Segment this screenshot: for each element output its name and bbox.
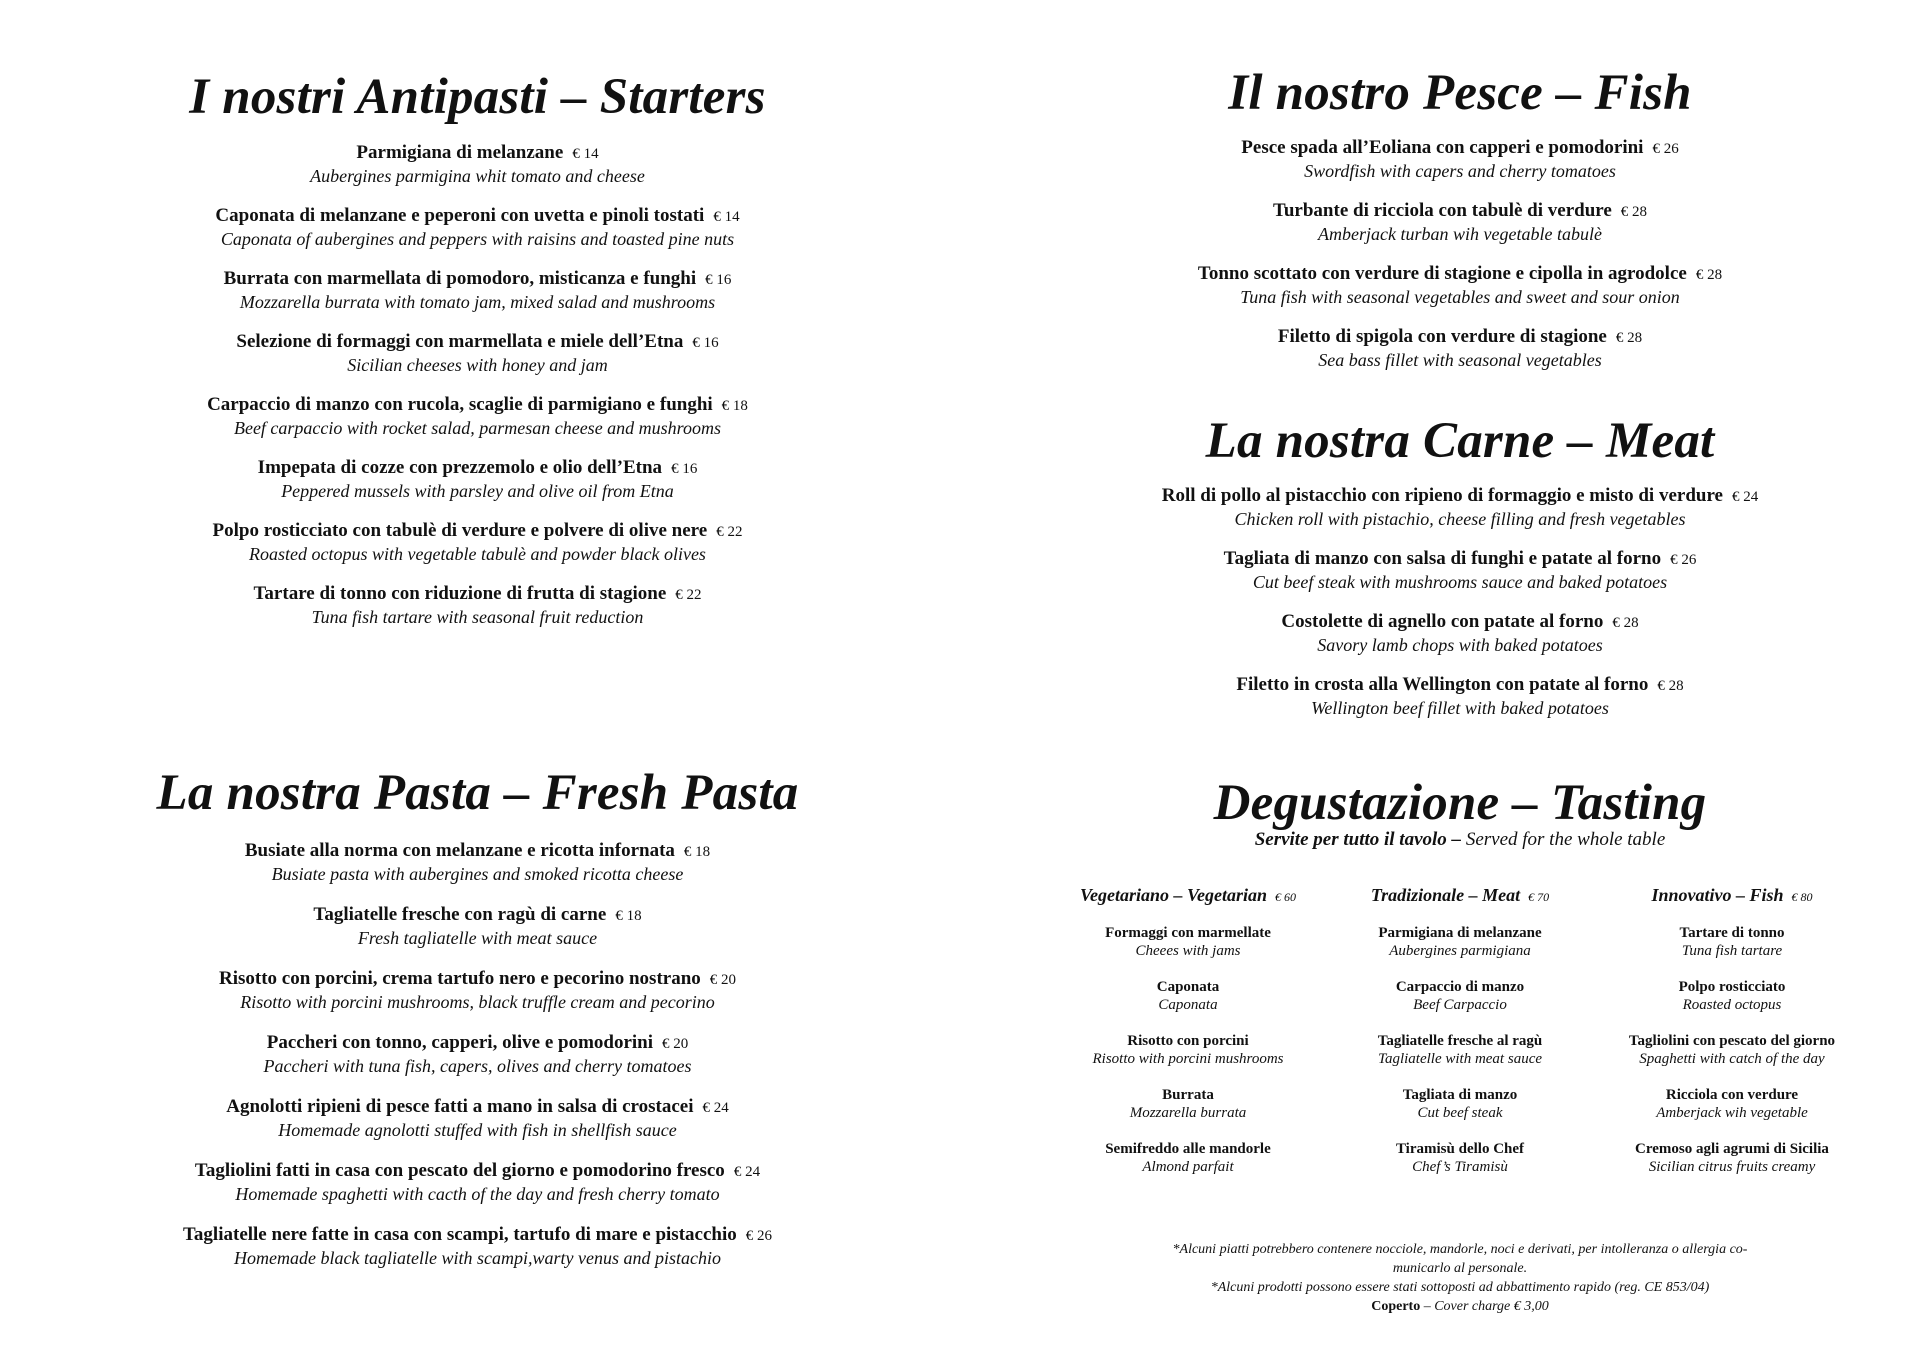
- tasting-menu-name: Tradizionale – Meat: [1370, 885, 1521, 905]
- item-name-line: [60, 331, 895, 354]
- tasting-subtitle-it: Servite per tutto il tavolo –: [1254, 829, 1462, 850]
- tasting-menu-header: [1596, 884, 1868, 908]
- item-description: Fresh tagliatelle with meat sauce: [357, 928, 598, 948]
- item-name: Risotto con porcini, crema tartufo nero e pecorino nostrano: [218, 968, 701, 989]
- item-name: Tagliatelle nere fatte in casa con scampi, tartufo di mare e pistacchio: [183, 1224, 737, 1245]
- item-name: Roll di pollo al pistacchio con ripieno di formaggio e misto di verdure: [1161, 485, 1723, 506]
- tasting-section: [1050, 774, 1870, 852]
- tasting-dish-name: Cremoso agli agrumi di Sicilia: [1635, 1141, 1829, 1157]
- tasting-dish: [1596, 1032, 1868, 1068]
- meat-title: La nostra Carne – Meat: [1205, 413, 1715, 469]
- item-name-line: [60, 205, 895, 228]
- item-name-line: [1050, 485, 1870, 508]
- menu-item: [60, 1160, 895, 1205]
- item-price: € 24: [733, 1164, 761, 1180]
- tasting-dish: [1052, 1086, 1324, 1122]
- item-name-line: [1050, 263, 1870, 286]
- menu-item: [60, 968, 895, 1013]
- item-price: € 16: [705, 272, 732, 288]
- item-price: € 18: [683, 844, 711, 860]
- item-name-line: [60, 457, 895, 480]
- item-name: Busiate alla norma con melanzane e ricotta infornata: [244, 840, 675, 861]
- tasting-menus: [1052, 884, 1868, 1194]
- item-name-line: [60, 142, 895, 165]
- item-description: Busiate pasta with aubergines and smoked ricotta cheese: [271, 864, 684, 884]
- meat-list: [1050, 485, 1870, 719]
- item-name: Parmigiana di melanzane: [356, 142, 564, 163]
- item-name: Tagliolini fatti in casa con pescato del giorno e pomodorino fresco: [194, 1160, 725, 1181]
- tasting-menu-header: [1052, 884, 1324, 908]
- item-name: Tonno scottato con verdure di stagione e cipolla in agrodolce: [1197, 263, 1687, 284]
- item-name: Costolette di agnello con patate al forno: [1281, 611, 1604, 632]
- item-name-line: [60, 1224, 895, 1247]
- item-price: € 18: [721, 398, 748, 414]
- item-name: Selezione di formaggi con marmellata e miele dell’Etna: [236, 331, 684, 352]
- tasting-dish: [1596, 924, 1868, 960]
- item-price: € 20: [662, 1036, 689, 1052]
- fish-title: Il nostro Pesce – Fish: [1228, 65, 1692, 121]
- item-description: Aubergines parmigina whit tomato and cheese: [310, 166, 645, 186]
- tasting-menu-price: € 70: [1528, 890, 1550, 904]
- tasting-dish-description: Almond parfait: [1142, 1159, 1234, 1175]
- item-price: € 28: [1612, 615, 1639, 631]
- item-name: Pesce spada all’Eoliana con capperi e pomodorini: [1241, 137, 1644, 158]
- cover-value: – Cover charge € 3,00: [1420, 1299, 1549, 1314]
- tasting-menu: [1324, 884, 1596, 1194]
- item-name: Impepata di cozze con prezzemolo e olio dell’Etna: [257, 457, 663, 478]
- pasta-section: [60, 764, 895, 1269]
- item-description: Homemade agnolotti stuffed with fish in shellfish sauce: [278, 1120, 677, 1140]
- item-name-line: [60, 394, 895, 417]
- tasting-dish-name: Semifreddo alle mandorle: [1105, 1141, 1271, 1157]
- menu-item: [60, 1224, 895, 1269]
- item-name: Burrata con marmellata di pomodoro, misticanza e funghi: [223, 268, 697, 289]
- item-description: Amberjack turban wih vegetable tabulè: [1318, 224, 1602, 244]
- menu-item: [1050, 200, 1870, 245]
- tasting-dish-description: Cheees with jams: [1135, 943, 1241, 959]
- item-name-line: [60, 583, 895, 606]
- item-price: € 20: [709, 972, 737, 988]
- item-name: Tagliatelle fresche con ragù di carne: [313, 904, 607, 925]
- item-description: Cut beef steak with mushrooms sauce and baked potatoes: [1252, 572, 1668, 592]
- item-name-line: [60, 968, 895, 991]
- item-description: Swordfish with capers and cherry tomatoes: [1304, 161, 1616, 181]
- tasting-dish-name: Parmigiana di melanzane: [1378, 925, 1542, 941]
- item-price: € 14: [713, 209, 740, 225]
- tasting-menu-price: € 60: [1275, 890, 1296, 904]
- item-name-line: [60, 1160, 895, 1183]
- tasting-menu: [1596, 884, 1868, 1194]
- item-price: € 28: [1695, 267, 1723, 283]
- item-name-line: [60, 1032, 895, 1055]
- tasting-dish-name: Tagliata di manzo: [1402, 1087, 1518, 1103]
- item-price: € 28: [1657, 678, 1684, 694]
- cover-label: Coperto: [1371, 1299, 1421, 1314]
- item-description: Caponata of aubergines and peppers with raisins and toasted pine nuts: [220, 229, 735, 249]
- tasting-menu: [1052, 884, 1324, 1194]
- tasting-title: Degustazione – Tasting: [1213, 775, 1707, 831]
- menu-item: [60, 205, 895, 250]
- item-price: € 24: [1731, 489, 1759, 505]
- tasting-dish-name: Tartare di tonno: [1679, 925, 1785, 941]
- item-name-line: [60, 904, 895, 927]
- tasting-dish: [1052, 924, 1324, 960]
- item-name-line: [1050, 548, 1870, 571]
- item-description: Roasted octopus with vegetable tabulè and powder black olives: [249, 544, 706, 564]
- tasting-dish-description: Chef’s Tiramisù: [1412, 1159, 1508, 1175]
- tasting-dish-name: Ricciola con verdure: [1665, 1087, 1799, 1103]
- tasting-subtitle: [1050, 828, 1870, 852]
- tasting-dish: [1596, 1140, 1868, 1176]
- item-description: Risotto with porcini mushrooms, black truffle cream and pecorino: [240, 992, 715, 1012]
- freeze-note: *Alcuni prodotti possono essere stati sottoposti ad abbattimento rapido (reg. CE 853/04): [1210, 1280, 1710, 1295]
- tasting-dish-name: Tagliatelle fresche al ragù: [1377, 1033, 1543, 1049]
- tasting-dish-name: Carpaccio di manzo: [1395, 979, 1525, 995]
- item-price: € 26: [1652, 141, 1679, 157]
- tasting-dish-description: Tuna fish tartare: [1681, 943, 1783, 959]
- tasting-dish: [1324, 924, 1596, 960]
- tasting-dish: [1052, 978, 1324, 1014]
- tasting-menu-name: Vegetariano – Vegetarian: [1079, 885, 1267, 905]
- item-price: € 28: [1615, 330, 1643, 346]
- item-name-line: [1050, 326, 1870, 349]
- item-name-line: [60, 268, 895, 291]
- menu-item: [1050, 485, 1870, 530]
- item-name: Filetto di spigola con verdure di stagione: [1277, 326, 1607, 347]
- item-price: € 22: [675, 587, 702, 603]
- menu-item: [60, 268, 895, 313]
- menu-item: [60, 394, 895, 439]
- item-price: € 24: [702, 1100, 729, 1116]
- tasting-dish: [1052, 1032, 1324, 1068]
- item-price: € 22: [716, 524, 743, 540]
- starters-list: [60, 142, 895, 628]
- menu-item: [60, 583, 895, 628]
- menu-item: [60, 142, 895, 187]
- tasting-dish: [1324, 1140, 1596, 1176]
- item-name: Filetto in crosta alla Wellington con patate al forno: [1236, 674, 1649, 695]
- tasting-dish-description: Tagliatelle with meat sauce: [1377, 1051, 1543, 1067]
- item-price: € 16: [671, 461, 698, 477]
- starters-section: [60, 68, 895, 628]
- meat-section: [1050, 412, 1870, 719]
- tasting-dish-name: Risotto con porcini: [1127, 1033, 1249, 1049]
- item-name-line: [1050, 200, 1870, 223]
- tasting-dish-name: Caponata: [1156, 979, 1220, 995]
- item-name: Turbante di ricciola con tabulè di verdure: [1272, 200, 1612, 221]
- menu-item: [60, 331, 895, 376]
- tasting-dish-description: Caponata: [1158, 997, 1218, 1013]
- item-name: Polpo rosticciato con tabulè di verdure e polvere di olive nere: [212, 520, 708, 541]
- item-name: Caponata di melanzane e peperoni con uvetta e pinoli tostati: [215, 205, 705, 226]
- tasting-menu-price: € 80: [1791, 890, 1813, 904]
- tasting-dish-description: Beef Carpaccio: [1413, 997, 1507, 1013]
- menu-item: [60, 904, 895, 949]
- pasta-list: [60, 840, 895, 1269]
- tasting-dish-description: Spaghetti with catch of the day: [1639, 1051, 1825, 1067]
- item-description: Chicken roll with pistachio, cheese filling and fresh vegetables: [1234, 509, 1686, 529]
- tasting-subtitle-en: Served for the whole table: [1461, 829, 1666, 850]
- item-description: Sea bass fillet with seasonal vegetables: [1318, 350, 1602, 370]
- tasting-dish: [1324, 978, 1596, 1014]
- allergy-note-line1: *Alcuni piatti potrebbero contenere nocciole, mandorle, noci e derivati, per intolleranza o allergia co-: [1172, 1242, 1748, 1257]
- allergy-note-line2: municarlo al personale.: [1392, 1261, 1528, 1276]
- menu-item: [1050, 326, 1870, 371]
- item-name: Carpaccio di manzo con rucola, scaglie di parmigiano e funghi: [207, 394, 713, 415]
- item-description: Savory lamb chops with baked potatoes: [1317, 635, 1603, 655]
- menu-item: [60, 1032, 895, 1077]
- item-name-line: [60, 520, 895, 543]
- tasting-dish-name: Tagliolini con pescato del giorno: [1628, 1033, 1836, 1049]
- item-description: Beef carpaccio with rocket salad, parmesan cheese and mushrooms: [233, 418, 722, 438]
- item-price: € 18: [615, 908, 642, 924]
- menu-item: [60, 1096, 895, 1141]
- item-description: Sicilian cheeses with honey and jam: [347, 355, 608, 375]
- tasting-dish-name: Tiramisù dello Chef: [1395, 1141, 1525, 1157]
- menu-item: [1050, 611, 1870, 656]
- tasting-dish-description: Cut beef steak: [1417, 1105, 1503, 1121]
- item-name-line: [60, 1096, 895, 1119]
- cover-charge: [1120, 1297, 1800, 1316]
- tasting-dish-description: Risotto with porcini mushrooms: [1092, 1051, 1284, 1067]
- item-name: Tartare di tonno con riduzione di frutta di stagione: [253, 583, 667, 604]
- tasting-menu-name: Innovativo – Fish: [1651, 885, 1784, 905]
- item-name-line: [1050, 611, 1870, 634]
- menu-item: [1050, 137, 1870, 182]
- starters-title: I nostri Antipasti – Starters: [189, 69, 766, 125]
- tasting-dish-description: Aubergines parmigiana: [1389, 943, 1531, 959]
- tasting-dish-description: Sicilian citrus fruits creamy: [1648, 1159, 1816, 1175]
- item-description: Paccheri with tuna fish, capers, olives and cherry tomatoes: [263, 1056, 692, 1076]
- footer-notes: [1120, 1240, 1800, 1316]
- menu-item: [1050, 548, 1870, 593]
- tasting-dish-description: Amberjack wih vegetable: [1656, 1105, 1808, 1121]
- item-description: Homemade black tagliatelle with scampi,warty venus and pistachio: [234, 1248, 721, 1268]
- tasting-menu-header: [1324, 884, 1596, 908]
- item-price: € 14: [572, 146, 599, 162]
- item-description: Tuna fish tartare with seasonal fruit reduction: [311, 607, 644, 627]
- tasting-dish: [1324, 1032, 1596, 1068]
- tasting-dish: [1324, 1086, 1596, 1122]
- menu-item: [60, 457, 895, 502]
- menu-item: [1050, 674, 1870, 719]
- item-name: Agnolotti ripieni di pesce fatti a mano in salsa di crostacei: [226, 1096, 694, 1117]
- tasting-dish-description: Roasted octopus: [1682, 997, 1782, 1013]
- item-description: Peppered mussels with parsley and olive oil from Etna: [281, 481, 674, 501]
- item-description: Mozzarella burrata with tomato jam, mixed salad and mushrooms: [239, 292, 716, 312]
- item-name-line: [1050, 674, 1870, 697]
- fish-list: [1050, 137, 1870, 371]
- pasta-title: La nostra Pasta – Fresh Pasta: [156, 765, 799, 821]
- tasting-dish: [1596, 1086, 1868, 1122]
- item-price: € 16: [692, 335, 719, 351]
- tasting-dish-name: Formaggi con marmellate: [1105, 925, 1271, 941]
- item-name: Paccheri con tonno, capperi, olive e pomodorini: [266, 1032, 654, 1053]
- item-price: € 28: [1620, 204, 1648, 220]
- item-description: Homemade spaghetti with cacth of the day and fresh cherry tomato: [235, 1184, 720, 1204]
- item-price: € 26: [745, 1228, 772, 1244]
- menu-item: [60, 520, 895, 565]
- tasting-dish-name: Polpo rosticciato: [1678, 979, 1786, 995]
- item-name-line: [60, 840, 895, 863]
- item-price: € 26: [1670, 552, 1697, 568]
- menu-item: [1050, 263, 1870, 308]
- item-description: Wellington beef fillet with baked potatoes: [1311, 698, 1609, 718]
- tasting-dish-description: Mozzarella burrata: [1129, 1105, 1247, 1121]
- menu-item: [60, 840, 895, 885]
- item-name: Tagliata di manzo con salsa di funghi e patate al forno: [1223, 548, 1662, 569]
- tasting-dish-name: Burrata: [1162, 1087, 1214, 1103]
- fish-section: [1050, 64, 1870, 371]
- item-name-line: [1050, 137, 1870, 160]
- tasting-dish: [1596, 978, 1868, 1014]
- tasting-dish: [1052, 1140, 1324, 1176]
- item-description: Tuna fish with seasonal vegetables and sweet and sour onion: [1240, 287, 1680, 307]
